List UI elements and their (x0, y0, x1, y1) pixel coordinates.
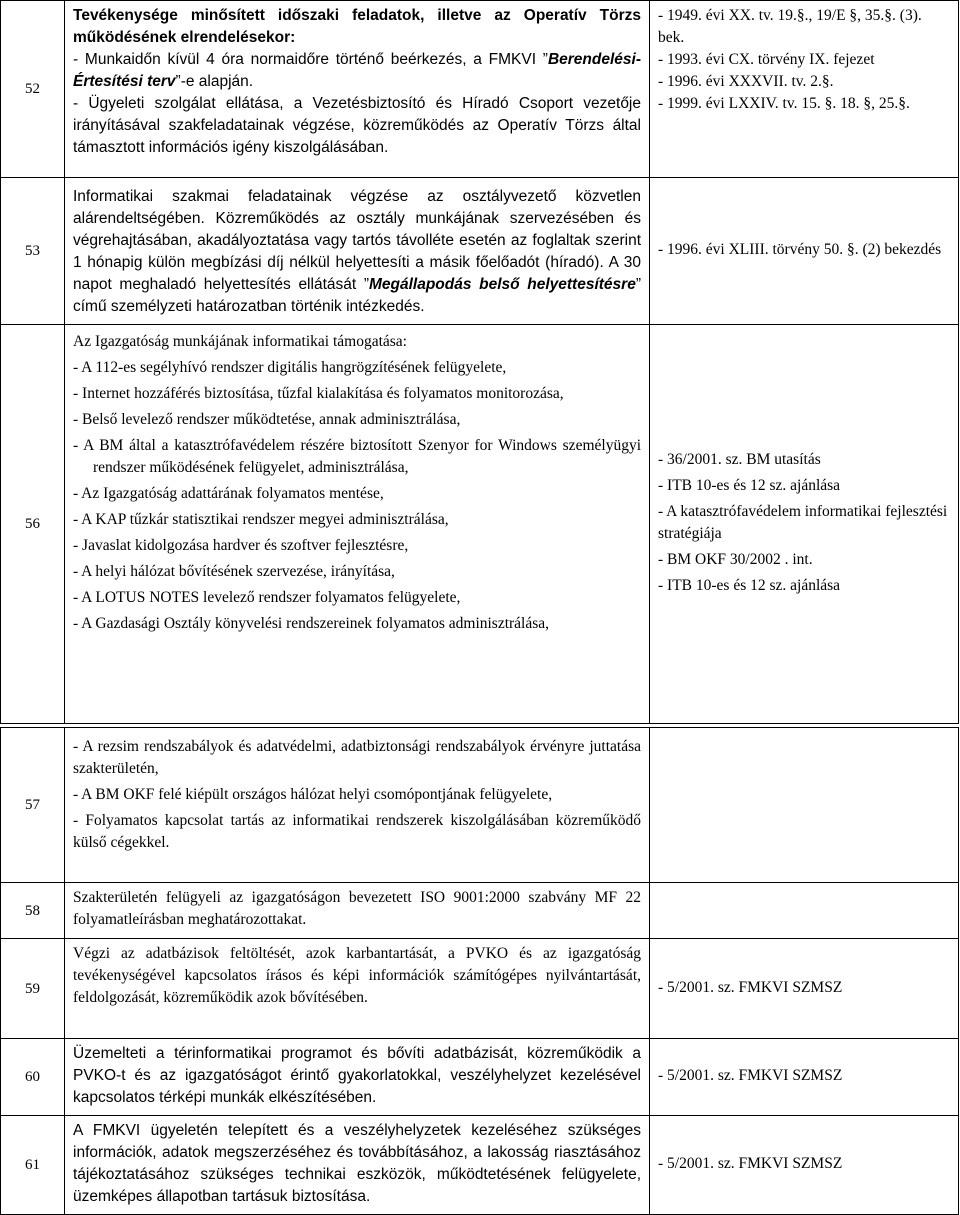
section-heading: Tevékenysége minősített időszaki feladatok, illetve az Operatív Törzs működésének elrendelésekor: (73, 7, 641, 46)
table-row (1, 178, 959, 325)
list-item: - Ügyeleti szolgálat ellátása, a Vezetésbiztosító és Híradó Csoport vezetője irányításával szakfeladatainak végzése, közreműködés az Operatív Törzs által támasztott információs igény kiszolgálásában. (73, 95, 641, 156)
reference-item: - 1996. évi XXXVII. tv. 2.§. (658, 73, 834, 90)
legal-references (650, 178, 959, 325)
reference-item: - BM OKF 30/2002 . int. (658, 551, 813, 568)
row-number: 53 (1, 178, 65, 325)
row-number: 52 (1, 1, 65, 178)
duty-description: Üzemelteti a térinformatikai programot és bővíti adatbázisát, közreműködik a PVKO-t és az igazgatóságot érintő gyakorlatokkal, veszélyhelyzet kezelésével kapcsolatos térképi munkák elkészítésében. (65, 1039, 650, 1116)
list-item: - Munkaidőn kívül 4 óra normaidőre történő beérkezés, a FMKVI ”Berendelési-Értesítési terv”-e alapján. (73, 51, 641, 90)
legal-references: - 5/2001. sz. FMKVI SZMSZ (650, 1039, 959, 1116)
list-item: - Belső levelező rendszer működtetése, annak adminisztrálása, (73, 411, 461, 428)
row-number: 56 (1, 325, 65, 724)
reference-item: - 36/2001. sz. BM utasítás (658, 451, 821, 468)
list-item: - Folyamatos kapcsolat tartás az informatikai rendszerek kiszolgálásában közreműködő külső cégekkel. (73, 812, 641, 851)
reference-item: - 1993. évi CX. törvény IX. fejezet (658, 51, 875, 68)
row-number: 60 (1, 1039, 65, 1116)
list-item: - A BM által a katasztrófavédelem részére biztosított Szenyor for Windows személyügyi rendszer működésének felügyelet, adminisztrálása, (73, 437, 641, 476)
list-item: - A rezsim rendszabályok és adatvédelmi, adatbiztonsági rendszabályok érvényre juttatása szakterületén, (73, 738, 641, 777)
reference-item: - 1949. évi XX. tv. 19.§., 19/E §, 35.§. (3). bek. (658, 7, 922, 46)
row-number: 59 (1, 939, 65, 1039)
reference-item: - 1996. évi XLIII. törvény 50. §. (2) bekezdés (658, 241, 942, 258)
duty-description: A FMKVI ügyeletén telepített és a veszélyhelyzetek kezeléséhez szükséges információk, adatok megszerzéséhez és továbbításához, a lakosság riasztásához tájékoztatásához szükséges technikai eszközök, működtetésének felügyelete, üzemképes állapotban tartásuk biztosítása. (65, 1116, 650, 1215)
table-row (1, 1116, 959, 1215)
duty-description: Szakterületén felügyeli az igazgatóságon bevezetett ISO 9001:2000 szabvány MF 22 folyamatleírásban meghatározottakat. (65, 883, 650, 939)
duty-description (65, 728, 650, 883)
legal-references (650, 728, 959, 883)
reference-item: - A katasztrófavédelem informatikai fejlesztési stratégiája (658, 503, 948, 542)
table-row (1, 1, 959, 178)
list-item: - A LOTUS NOTES levelező rendszer folyamatos felügyelete, (73, 589, 461, 606)
row-number: 58 (1, 883, 65, 939)
duty-description: Végzi az adatbázisok feltöltését, azok karbantartását, a PVKO és az igazgatóság tevékenységével kapcsolatos írásos és képi információk számítógépes nyilvántartását, feldolgozását, közreműködik azok bővítésében. (65, 939, 650, 1039)
section-heading: Az Igazgatóság munkájának informatikai támogatása: (73, 333, 407, 350)
table-row (1, 1039, 959, 1116)
legal-references (650, 883, 959, 939)
table-row (1, 883, 959, 939)
list-item: - A helyi hálózat bővítésének szervezése, irányítása, (73, 563, 395, 580)
row-number: 61 (1, 1116, 65, 1215)
table-row (1, 939, 959, 1039)
duty-description (65, 325, 650, 724)
row-number: 57 (1, 728, 65, 883)
reference-item: - 1999. évi LXXIV. tv. 15. §. 18. §, 25.§. (658, 95, 910, 112)
list-item: - A 112-es segélyhívó rendszer digitális hangrögzítésének felügyelete, (73, 359, 507, 376)
list-item: - A Gazdasági Osztály könyvelési rendszereinek folyamatos adminisztrálása, (73, 615, 550, 632)
legal-references (650, 325, 959, 724)
reference-item: - ITB 10-es és 12 sz. ajánlása (658, 477, 841, 494)
legal-references: - 5/2001. sz. FMKVI SZMSZ (650, 939, 959, 1039)
list-item: - A KAP tűzkár statisztikai rendszer megyei adminisztrálása, (73, 511, 449, 528)
list-item: - Internet hozzáférés biztosítása, tűzfal kialakítása és folyamatos monitorozása, (73, 385, 564, 402)
list-item: - Az Igazgatóság adattárának folyamatos mentése, (73, 485, 384, 502)
duty-description: Informatikai szakmai feladatainak végzése az osztályvezető közvetlen alárendeltségében. Közreműködés az osztály munkájának szervezésében és végrehajtásában, akadályoztatása vagy tartós távolléte esetén az foglaltak szerint 1 hónapig külön megbízási díj nélkül helyettesíti a másik főelőadót (híradó). A 30 napot meghaladó helyettesítés ellátását ”Megállapodás belső helyettesítésre” című személyzeti határozatban történik intézkedés. (65, 178, 650, 325)
list-item: - Javaslat kidolgozása hardver és szoftver fejlesztésre, (73, 537, 409, 554)
table-row (1, 728, 959, 883)
table-row (1, 325, 959, 724)
duty-description (65, 1, 650, 178)
legal-references: - 5/2001. sz. FMKVI SZMSZ (650, 1116, 959, 1215)
reference-item: - ITB 10-es és 12 sz. ajánlása (658, 577, 841, 594)
list-item: - A BM OKF felé kiépült országos hálózat helyi csomópontjának felügyelete, (73, 786, 553, 803)
duties-table-bottom (0, 727, 959, 1215)
legal-references (650, 1, 959, 178)
